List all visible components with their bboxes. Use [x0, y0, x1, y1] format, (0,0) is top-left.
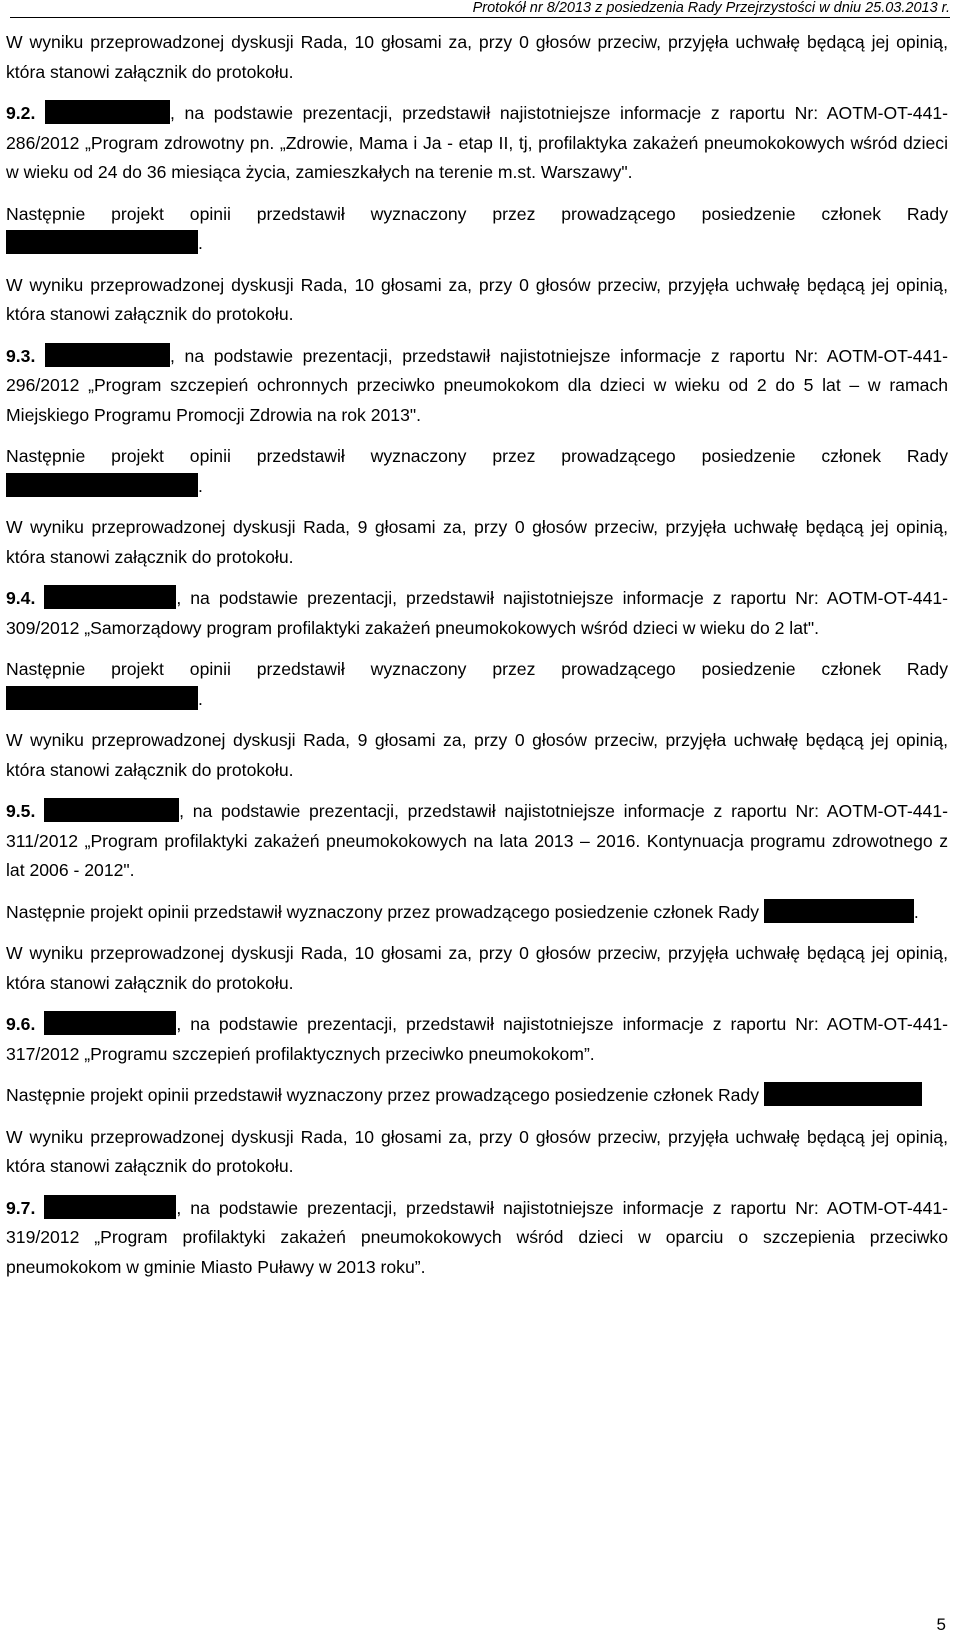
item-project-end: .	[198, 475, 203, 496]
item-number: 9.4.	[6, 588, 36, 608]
item-9-4-project	[6, 655, 948, 714]
item-project-text: Następnie projekt opinii przedstawił wyznaczony przez prowadzącego posiedzenie członek Rady	[6, 659, 948, 679]
item-9-4-vote: W wyniku przeprowadzonej dyskusji Rada, 9 głosami za, przy 0 głosów przeciw, przyjęła uchwałę będącą jej opinią, która stanowi załącznik do protokołu.	[6, 730, 948, 780]
redacted-name	[6, 473, 198, 497]
page-number: 5	[936, 1615, 946, 1634]
item-project-text: Następnie projekt opinii przedstawił wyznaczony przez prowadzącego posiedzenie członek Rady	[6, 203, 948, 224]
item-9-3-vote: W wyniku przeprowadzonej dyskusji Rada, 9 głosami za, przy 0 głosów przeciw, przyjęła uchwałę będącą jej opinią, która stanowi załącznik do protokołu.	[6, 517, 948, 567]
item-presented-text: , na podstawie prezentacji, przedstawił najistotniejsze informacje z raportu Nr: AOTM-OT-441-296/2012 „Program szczepień ochronnych przeciwko pneumokokom dla dzieci w wieku od 2 do 5 lat – w ramach Miejskiego Programu Promocji Zdrowia na rok 2013".	[6, 345, 948, 425]
item-9-5-project	[6, 898, 948, 928]
redacted-name	[44, 1195, 176, 1219]
item-number: 9.5.	[6, 801, 36, 821]
item-presented-text: , na podstawie prezentacji, przedstawił najistotniejsze informacje z raportu Nr: AOTM-OT-441-311/2012 „Program profilaktyki zakażeń pneumokokowych na lata 2013 – 2016. Kontynuacja programu zdrowotnego z lat 2006 - 2012".	[6, 801, 948, 880]
item-project-text: Następnie projekt opinii przedstawił wyznaczony przez prowadzącego posiedzenie członek Rady	[6, 901, 760, 922]
item-9-6-vote: W wyniku przeprowadzonej dyskusji Rada, 10 głosami za, przy 0 głosów przeciw, przyjęła uchwałę będącą jej opinią, która stanowi załącznik do protokołu.	[6, 1126, 948, 1176]
item-9-3-project	[6, 442, 948, 501]
item-9-5-vote: W wyniku przeprowadzonej dyskusji Rada, 10 głosami za, przy 0 głosów przeciw, przyjęła uchwałę będącą jej opinią, która stanowi załącznik do protokołu.	[6, 943, 948, 993]
redacted-name	[44, 1011, 176, 1035]
intro-vote: W wyniku przeprowadzonej dyskusji Rada, 10 głosami za, przy 0 głosów przeciw, przyjęła uchwałę będącą jej opinią, która stanowi załącznik do protokołu.	[6, 32, 948, 82]
item-9-2-presented	[6, 99, 948, 188]
redacted-name	[764, 1082, 922, 1106]
item-number: 9.6.	[6, 1014, 36, 1034]
redacted-name	[44, 798, 179, 822]
item-9-5-presented	[6, 797, 948, 886]
redacted-name	[6, 230, 198, 254]
item-presented-text: , na podstawie prezentacji, przedstawił najistotniejsze informacje z raportu Nr: AOTM-OT-441-319/2012 „Program profilaktyki zakażeń pneumokokowych wśród dzieci w oparciu o szczepienia przeciwko pneumokokom w gminie Miasto Puławy w 2013 roku”.	[6, 1197, 948, 1277]
item-project-end: .	[198, 688, 203, 709]
item-9-3-presented	[6, 342, 948, 431]
document-body	[6, 28, 948, 1294]
item-number: 9.2.	[6, 103, 36, 123]
item-9-7-presented	[6, 1194, 948, 1283]
item-9-2-project	[6, 200, 948, 259]
redacted-name	[6, 686, 198, 710]
item-project-text: Następnie projekt opinii przedstawił wyznaczony przez prowadzącego posiedzenie członek Rady	[6, 1085, 760, 1105]
item-9-6-project	[6, 1081, 948, 1111]
redacted-name	[45, 100, 170, 124]
item-presented-text: , na podstawie prezentacji, przedstawił najistotniejsze informacje z raportu Nr: AOTM-OT-441-309/2012 „Samorządowy program profilaktyki zakażeń pneumokokowych wśród dzieci w wieku do 2 lat".	[6, 588, 948, 638]
item-presented-text: , na podstawie prezentacji, przedstawił najistotniejsze informacje z raportu Nr: AOTM-OT-441-317/2012 „Programu szczepień profilaktycznych przeciwko pneumokokom”.	[6, 1014, 948, 1064]
item-9-6-presented	[6, 1010, 948, 1069]
redacted-name	[764, 899, 914, 923]
item-project-end: .	[913, 901, 919, 922]
item-number: 9.3.	[6, 345, 36, 366]
item-9-2-vote: W wyniku przeprowadzonej dyskusji Rada, 10 głosami za, przy 0 głosów przeciw, przyjęła uchwałę będącą jej opinią, która stanowi załącznik do protokołu.	[6, 274, 948, 324]
redacted-name	[44, 585, 176, 609]
page-header: Protokół nr 8/2013 z posiedzenia Rady Przejrzystości w dniu 25.03.2013 r.	[10, 0, 950, 18]
redacted-name	[45, 343, 170, 367]
item-project-end: .	[198, 233, 203, 253]
item-9-4-presented	[6, 584, 948, 643]
item-presented-text: , na podstawie prezentacji, przedstawił najistotniejsze informacje z raportu Nr: AOTM-OT-441-286/2012 „Program zdrowotny pn. „Zdrowie, Mama i Ja - etap II, tj, profilaktyka zakażeń pneumokokowych wśród dzieci w wieku od 24 do 36 miesiąca życia, zamieszkałych na terenie m.st. Warszawy".	[6, 103, 948, 182]
item-project-text: Następnie projekt opinii przedstawił wyznaczony przez prowadzącego posiedzenie członek Rady	[6, 446, 948, 466]
item-number: 9.7.	[6, 1197, 36, 1218]
